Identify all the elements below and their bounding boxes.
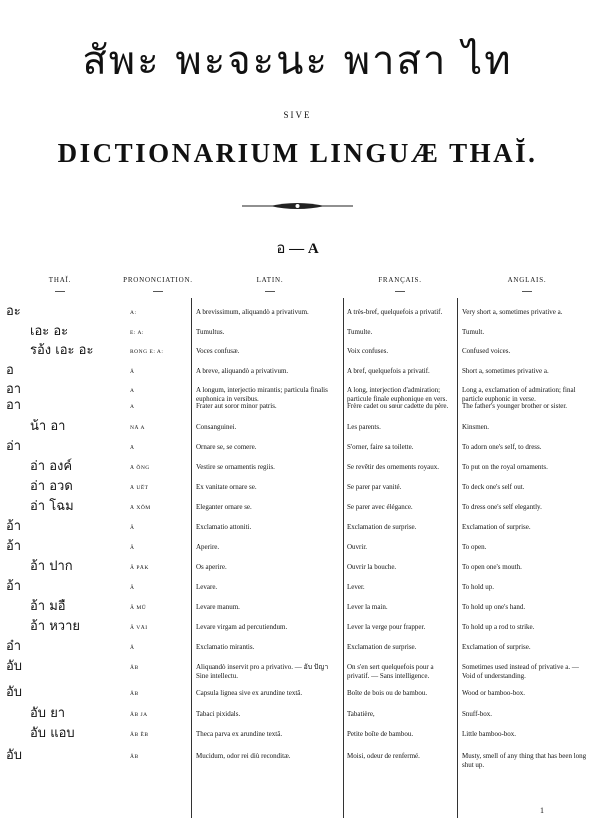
entry-thai: อา <box>6 382 22 397</box>
entry-pronunciation: Ă <box>130 645 135 651</box>
col-header-pronunciation: PRONONCIATION. <box>118 276 198 292</box>
entry-thai: อ้า <box>6 579 22 594</box>
entry-thai: อ้า <box>6 519 22 534</box>
entry-latin: Frater aut soror minor patris. <box>196 402 277 410</box>
entry-thai: อ้า มอื <box>30 599 66 614</box>
entry-english: Exclamation of surprise. <box>462 523 531 531</box>
entry-french: Se parer avec élégance. <box>347 503 413 511</box>
entry-english: Exclamation of surprise. <box>462 643 531 651</box>
entry-thai: อ่า อวด <box>30 479 73 494</box>
entry-pronunciation: A: <box>130 310 137 316</box>
section-heading <box>0 236 595 260</box>
entry-french: Frère cadet ou sœur cadette du père. <box>347 402 449 410</box>
entry-english: To put on the royal ornaments. <box>462 463 548 471</box>
column-rule-3 <box>457 298 458 818</box>
page-mark: 1 <box>540 806 544 815</box>
entry-latin: Theca parva ex arundine textâ. <box>196 730 283 738</box>
section-separator: — <box>285 241 308 257</box>
entry-thai: อ้า หวาย <box>30 619 81 634</box>
entry-french: Se revêtir des ornements royaux. <box>347 463 439 471</box>
section-latin-letter: A <box>307 241 319 257</box>
entry-pronunciation: ĂB <box>130 665 139 671</box>
entry-latin: A brevissimum, aliquandò a privativum. <box>196 308 309 316</box>
entry-english: Kinsmen. <box>462 423 490 431</box>
entry-latin: Ornare se, se comere. <box>196 443 257 451</box>
entry-french: Les parents. <box>347 423 381 431</box>
entry-french: Exclamation de surprise. <box>347 643 417 651</box>
entry-english: To hold up a rod to strike. <box>462 623 535 631</box>
entry-french: Lever. <box>347 583 365 591</box>
entry-english: Little bamboo-box. <box>462 730 517 738</box>
entry-french: A bref, quelquefois a privatif. <box>347 367 430 375</box>
entry-pronunciation: Â VĀI <box>130 625 148 631</box>
entry-english: Wood or bamboo-box. <box>462 689 526 697</box>
entry-latin: A breve, aliquandò a privativum. <box>196 367 289 375</box>
entry-english: To open one's mouth. <box>462 563 522 571</box>
entry-pronunciation: Â PĀK <box>130 565 149 571</box>
entry-pronunciation: A <box>130 404 135 410</box>
entry-thai: อ๋า <box>6 639 22 654</box>
entry-pronunciation: Â MŬ <box>130 605 147 611</box>
entry-thai: อ่า องค์ <box>30 459 73 474</box>
entry-french: Voix confuses. <box>347 347 389 355</box>
entry-thai: อ่า โฉม <box>30 499 74 514</box>
entry-latin: Os aperire. <box>196 563 227 571</box>
entry-latin: Mucidum, odor rei diù reconditæ. <box>196 752 291 760</box>
entry-latin: Tumultus. <box>196 328 225 336</box>
entry-thai: เอะ อะ <box>30 324 69 339</box>
entry-thai: อับ <box>6 659 23 674</box>
ornament-divider <box>240 200 355 212</box>
col-header-thai: THAĬ. <box>20 276 100 292</box>
entry-english: Musty, smell of any thing that has been long shut up. <box>462 752 587 769</box>
section-thai-letter: อ <box>276 239 286 257</box>
entry-french: Se parer par vanité. <box>347 483 402 491</box>
entry-french: Tabatière, <box>347 710 375 718</box>
entry-english: Long a, exclamation of admiration; final particle euphonic in verse. <box>462 386 576 403</box>
entry-pronunciation: Ă <box>130 369 135 375</box>
entry-latin: A longum, interjectio mirantis; particula finalis euphonica in versibus. <box>196 386 328 403</box>
entry-english: To hold up one's hand. <box>462 603 526 611</box>
entry-pronunciation: ĂB ĔB <box>130 732 149 738</box>
entry-pronunciation: Ā <box>130 445 135 451</box>
entry-latin: Vestire se ornamentis regiis. <box>196 463 275 471</box>
entry-pronunciation: Ā XŎM <box>130 505 151 511</box>
entry-thai: อ้า ปาก <box>30 559 73 574</box>
entry-pronunciation: Â <box>130 525 135 531</box>
entry-french: On s'en sert quelquefois pour a privatif. — Sans intelligence. <box>347 663 434 680</box>
entry-latin: Exclamatio attoniti. <box>196 523 252 531</box>
col-header-latin: LATIN. <box>230 276 310 292</box>
entry-english: To open. <box>462 543 487 551</box>
entry-latin: Capsula lignea sive ex arundine textâ. <box>196 689 303 697</box>
entry-thai: อับ ยา <box>30 706 66 721</box>
entry-pronunciation: ĂB JA <box>130 712 148 718</box>
entry-english: Confused voices. <box>462 347 511 355</box>
entry-french: Boîte de bois ou de bambou. <box>347 689 428 697</box>
entry-french: Lever la verge pour frapper. <box>347 623 426 631</box>
entry-french: Lever la main. <box>347 603 388 611</box>
entry-pronunciation: RONG E: A: <box>130 349 164 355</box>
entry-english: Sometimes used instead of privative a. — Void of understanding. <box>462 663 579 680</box>
entry-thai: อับ แอบ <box>30 726 75 741</box>
entry-thai: น้า อา <box>30 419 66 434</box>
entry-english: To deck one's self out. <box>462 483 525 491</box>
col-header-french: FRANÇAIS. <box>360 276 440 292</box>
entry-french: Ouvrir la bouche. <box>347 563 397 571</box>
entry-pronunciation: A <box>130 388 135 394</box>
entry-latin: Consanguinei. <box>196 423 237 431</box>
entry-english: To dress one's self elegantly. <box>462 503 542 511</box>
entry-french: S'orner, faire sa toilette. <box>347 443 414 451</box>
entry-latin: Tabaci pixidals. <box>196 710 241 718</box>
entry-thai: อับ <box>6 685 23 700</box>
entry-thai: อา <box>6 398 22 413</box>
entry-english: Snuff-box. <box>462 710 493 718</box>
entry-thai: อ <box>6 363 14 378</box>
entry-french: A long, interjection d'admiration; particule finale euphonique en vers. <box>347 386 448 403</box>
entry-english: To hold up. <box>462 583 494 591</box>
entry-latin: Aliquandò inservit pro a privativo. — อับ ปัญา Sine intellectu. <box>196 663 329 680</box>
entry-thai: อะ <box>6 304 21 319</box>
sive-label: SIVE <box>283 110 312 120</box>
entry-thai: อับ <box>6 748 23 763</box>
entry-pronunciation: NĀ A <box>130 425 145 431</box>
entry-thai: อ้า <box>6 539 22 554</box>
column-rule-2 <box>343 298 344 818</box>
thai-title: สัพะ พะจะนะ พาสา ไท <box>82 38 513 84</box>
entry-latin: Exclamatio mirantis. <box>196 643 255 651</box>
entry-pronunciation: Â <box>130 545 135 551</box>
entry-pronunciation: Ā ŎNG <box>130 465 150 471</box>
entry-french: Tumulte. <box>347 328 373 336</box>
entry-thai: รอ้ง เอะ อะ <box>30 343 94 358</box>
column-headers <box>0 276 595 306</box>
entry-pronunciation: ĂB <box>130 754 139 760</box>
entry-latin: Ex vanitate ornare se. <box>196 483 257 491</box>
entry-pronunciation: ĂB <box>130 691 139 697</box>
entry-english: The father's younger brother or sister. <box>462 402 568 410</box>
entry-latin: Levare. <box>196 583 218 591</box>
entry-latin: Aperire. <box>196 543 220 551</box>
entry-pronunciation: Â <box>130 585 135 591</box>
entry-latin: Levare virgam ad percutiendum. <box>196 623 288 631</box>
entry-latin: Levare manum. <box>196 603 240 611</box>
entry-pronunciation: E: A: <box>130 330 144 336</box>
entry-french: Petite boîte de bambou. <box>347 730 414 738</box>
entry-pronunciation: Ā UĔT <box>130 485 149 491</box>
entry-latin: Voces confusæ. <box>196 347 240 355</box>
col-header-english: ANGLAIS. <box>487 276 567 292</box>
entry-french: A très-bref, quelquefois a privatif. <box>347 308 443 316</box>
entry-english: Short a, sometimes privative a. <box>462 367 549 375</box>
column-rule-1 <box>191 298 192 818</box>
entry-english: To adorn one's self, to dress. <box>462 443 542 451</box>
entry-thai: อ่า <box>6 439 22 454</box>
entry-latin: Eleganter ornare se. <box>196 503 252 511</box>
entry-english: Tumult. <box>462 328 485 336</box>
entry-french: Moisi, odeur de renfermé. <box>347 752 420 760</box>
entry-french: Ouvrir. <box>347 543 368 551</box>
main-title: DICTIONARIUM LINGUÆ THAĬ. <box>57 138 538 168</box>
entry-english: Very short a, sometimes privative a. <box>462 308 563 316</box>
entry-french: Exclamation de surprise. <box>347 523 417 531</box>
